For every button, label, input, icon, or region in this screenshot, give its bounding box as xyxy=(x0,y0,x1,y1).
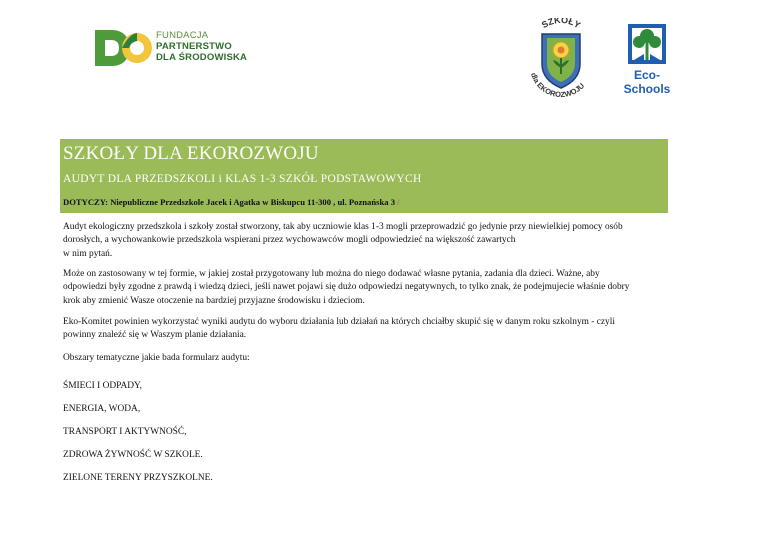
szkoly-badge-icon xyxy=(520,18,602,100)
topic-item: ZIELONE TERENY PRZYSZKOLNE. xyxy=(63,473,213,483)
title-banner xyxy=(60,139,668,213)
document-subtitle: AUDYT DLA PRZEDSZKOLI i KLAS 1-3 SZKÓŁ PODSTAWOWYCH xyxy=(63,173,422,185)
topic-item: ŚMIECI I ODPADY, xyxy=(63,381,142,391)
dotyczy-line xyxy=(63,197,400,207)
fundacja-logo-text xyxy=(156,30,247,63)
paragraph-usage xyxy=(63,268,673,308)
dotyczy-text: DOTYCZY: Niepubliczne Przedszkole Jacek i Agatka w Biskupcu 11-300 , ul. Poznańska 3 xyxy=(63,197,396,207)
topic-item: TRANSPORT I AKTYWNOŚĆ, xyxy=(63,427,187,437)
topic-item: ZDROWA ŻYWNOŚĆ W SZKOLE. xyxy=(63,450,203,460)
eco-schools-logo xyxy=(612,22,682,96)
paragraph-eko-komitet-line1: Eko-Komitet powinien wykorzystać wyniki audytu do wyboru działania lub działań na których chciałby skupić się w danym roku szkolnym - czyli xyxy=(63,317,615,327)
fundacja-logo-line3: DLA ŚRODOWISKA xyxy=(156,52,248,63)
paragraph-eko-komitet xyxy=(63,316,673,343)
svg-text:SZKOŁY xyxy=(540,18,582,30)
paragraph-usage-line3: krok aby zmienić Wasze otoczenie na bardziej przyjazne środowisku i dzieciom. xyxy=(63,295,365,306)
paragraph-eko-komitet-line2: powinny znaleźć się w Waszym planie działania. xyxy=(63,330,247,341)
eco-schools-label: Eco-Schools xyxy=(623,68,671,96)
paragraph-intro-line2: dorosłych, a wychowankowie przedszkola wspierani przez wychowawców mogli odpowiedzieć na większość zawartych xyxy=(63,235,516,246)
paragraph-usage-line1: Może on zastosowany w tej formie, w jakiej został przygotowany lub można do niego dodawać własne pytania, zadania dla dzieci. Ważne, aby xyxy=(63,269,600,279)
topic-item: ENERGIA, WODA, xyxy=(63,404,141,414)
paragraph-obszary: Obszary tematyczne jakie bada formularz audytu: xyxy=(63,353,250,363)
fundacja-logo-line2: PARTNERSTWO xyxy=(156,41,232,52)
document-title: SZKOŁY DLA EKOROZWOJU xyxy=(63,143,319,164)
dotyczy-slash: / xyxy=(397,197,400,207)
paragraph-intro xyxy=(63,221,673,261)
paragraph-usage-line2: odpowiedzi były zgodne z prawdą i wiedzą dzieci, jeśli nawet pojawi się dużo odpowiedzi negatywnych, to tylko znak, że podejmujecie właśnie dobry xyxy=(63,282,630,293)
fundacja-logo-line1: FUNDACJA xyxy=(156,30,209,41)
fundacja-logo-mark-icon xyxy=(93,24,153,72)
paragraph-intro-line1: Audyt ekologiczny przedszkola i szkoły został stworzony, tak aby uczniowie klas 1-3 mogli przeprowadzić go jedynie przy niewielkiej pomocy osób xyxy=(63,222,623,232)
szkoly-logo-top-text: SZKOŁY xyxy=(539,18,583,31)
fundacja-logo xyxy=(93,24,263,72)
eco-schools-tree-icon xyxy=(612,22,682,68)
szkoly-dla-ekorozwoju-logo xyxy=(520,18,602,100)
paragraph-intro-line3: w nim pytań. xyxy=(63,248,113,259)
szkoly-logo-bottom-text: dla EKOROZWOJU xyxy=(528,71,587,100)
